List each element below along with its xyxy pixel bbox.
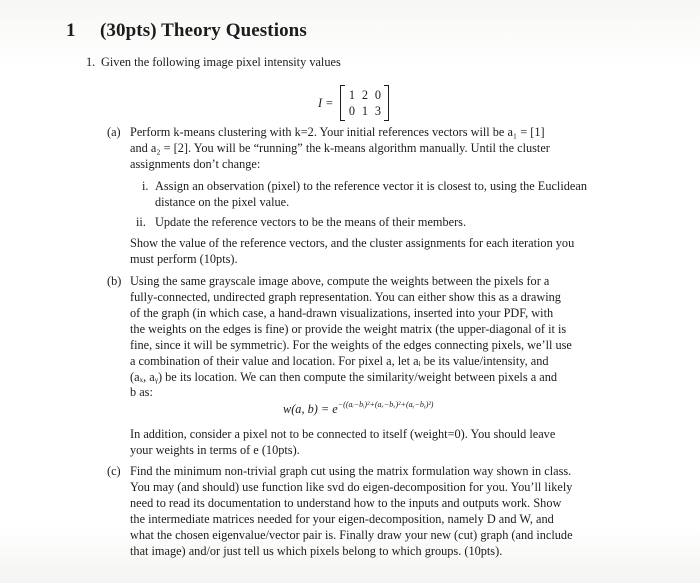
part-a-label: (a)	[107, 125, 121, 139]
matrix-cell: 1	[348, 88, 356, 102]
formula-exponent: −((aᵢ−bᵢ)²+(aₓ−bₓ)²+(aᵧ−bᵧ)²)	[337, 400, 434, 409]
part-b-line-2: fully-connected, undirected graph representation. You can either show this as a drawing	[130, 290, 561, 304]
section-heading	[66, 20, 307, 42]
part-a-closing-1: Show the value of the reference vectors, and the cluster assignments for each iteration you	[130, 236, 575, 250]
part-b-label: (b)	[107, 274, 122, 288]
step-i-line-2: distance on the pixel value.	[155, 195, 290, 209]
part-b-closing-2: your weights in terms of e (10pts).	[130, 443, 300, 457]
step-i-label: i.	[142, 179, 149, 193]
similarity-formula	[283, 400, 433, 417]
part-c-line-3: need to read its documentation to understand how to the inputs and outputs work. Show	[130, 496, 562, 510]
part-b-line-1: Using the same grayscale image above, compute the weights between the pixels for a	[130, 274, 550, 288]
step-ii-line-1: Update the reference vectors to be the means of their members.	[155, 215, 467, 229]
part-b-line-6: a combination of their value and location. For pixel a, let aᵢ be its value/intensity, and	[130, 354, 549, 368]
matrix-lhs: I =	[318, 95, 334, 110]
part-b-line-7: (aₓ, aᵧ) be its location. We can then compute the similarity/weight between pixels a and	[130, 370, 557, 384]
part-c-line-2: You may (and should) use function like svd do eigen-decomposition for you. You’ll likely	[130, 480, 573, 494]
step-ii-label: ii.	[136, 215, 146, 229]
question-intro: Given the following image pixel intensity values	[101, 55, 341, 69]
matrix-cell: 3	[374, 104, 382, 118]
section-number: 1	[66, 20, 76, 41]
part-c-line-4: the intermediate matrices needed for your eigen-decomposition, namely D and W, and	[130, 512, 554, 526]
part-b-line-4: the weights on the edges is fine) or provide the weight matrix (the upper-diagonal of it is	[130, 322, 567, 336]
matrix-cell: 2	[361, 88, 369, 102]
part-c-label: (c)	[107, 464, 121, 478]
part-c-line-6: that image) and/or just tell us which pixels belong to which groups. (10pts).	[130, 544, 503, 558]
matrix-cell: 0	[374, 88, 382, 102]
part-b-line-8: b as:	[130, 385, 153, 399]
matrix-cell: 0	[348, 104, 356, 118]
part-a-line-1: Perform k-means clustering with k=2. Your initial references vectors will be a₁ = [1]	[130, 125, 545, 139]
matrix-grid	[345, 87, 384, 119]
intensity-matrix	[318, 84, 389, 122]
part-b-line-3: of the graph (in which case, a hand-drawn visualizations, inserted into your PDF, with	[130, 306, 554, 320]
question-label: 1.	[86, 55, 96, 69]
matrix-cell: 1	[361, 104, 369, 118]
matrix-right-bracket	[384, 85, 389, 121]
part-c-line-1: Find the minimum non-trivial graph cut using the matrix formulation way shown in class.	[130, 464, 572, 478]
part-b-closing-1: In addition, consider a pixel not to be connected to itself (weight=0). You should leave	[130, 427, 556, 441]
part-a-line-3: assignments don’t change:	[130, 157, 261, 171]
part-c-line-5: what the chosen eigenvalue/vector pair is. Finally draw your new (cut) graph (and include	[130, 528, 573, 542]
part-a-line-2: and a₂ = [2]. You will be “running” the k-means algorithm manually. Until the cluster	[130, 141, 550, 155]
step-i-line-1: Assign an observation (pixel) to the reference vector it is closest to, using the Euclidean	[155, 179, 587, 193]
section-title: (30pts) Theory Questions	[100, 20, 307, 41]
formula-lhs: w(a, b) = e	[283, 402, 338, 416]
part-b-line-5: fine, since it will be symmetric). For the weights of the edges connecting pixels, we’ll use	[130, 338, 572, 352]
part-a-closing-2: must perform (10pts).	[130, 252, 238, 266]
